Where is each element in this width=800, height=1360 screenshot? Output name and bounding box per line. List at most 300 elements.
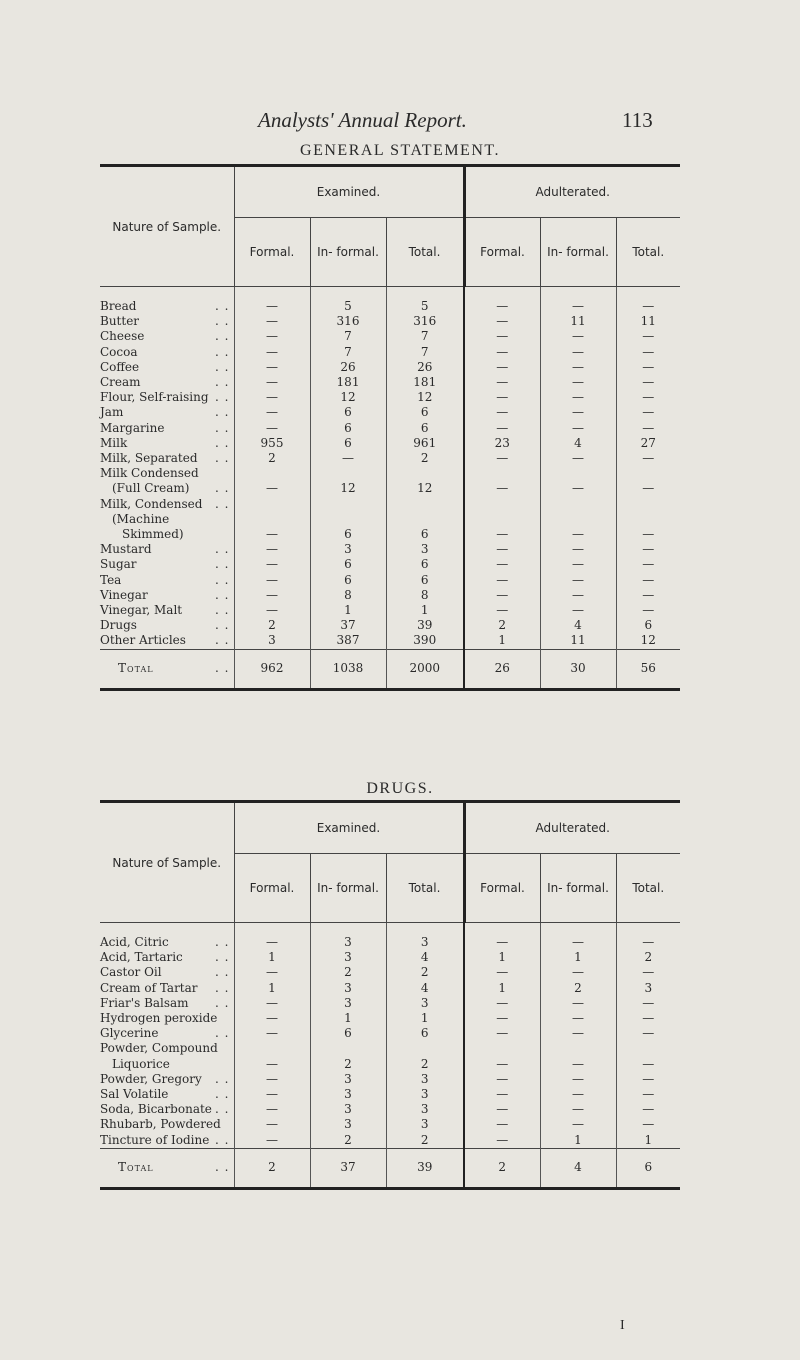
value-cell: — xyxy=(464,588,540,603)
value-cell: — xyxy=(464,603,540,618)
value-cell: 37 xyxy=(310,1148,386,1188)
value-cell: 1038 xyxy=(310,649,386,689)
value-cell: — xyxy=(540,1057,616,1072)
col-header-total: Total. xyxy=(386,218,464,287)
row-label-cell xyxy=(100,287,234,315)
dot-leader: . . xyxy=(215,359,230,374)
table-row xyxy=(100,588,680,603)
row-label-cell xyxy=(100,329,234,344)
value-cell: 6 xyxy=(386,573,464,588)
value-cell: — xyxy=(464,1011,540,1026)
total-row xyxy=(100,1148,680,1188)
table-row xyxy=(100,542,680,557)
general-statement-table xyxy=(100,164,680,691)
value-cell: — xyxy=(540,1011,616,1026)
table-row xyxy=(100,375,680,390)
row-label: Soda, Bicarbonate xyxy=(100,1102,212,1117)
table-row xyxy=(100,557,680,572)
value-cell: 39 xyxy=(386,1148,464,1188)
row-label-cell xyxy=(100,573,234,588)
row-label-cell xyxy=(100,1026,234,1041)
row-label-cell xyxy=(100,633,234,649)
value-cell: — xyxy=(464,1026,540,1041)
value-cell xyxy=(616,1041,680,1056)
running-title: Analysts' Annual Report. xyxy=(258,108,467,132)
row-label: Drugs xyxy=(100,618,137,633)
row-label: Milk, Separated xyxy=(100,451,198,466)
row-label-cell xyxy=(100,996,234,1011)
row-label-cell xyxy=(100,649,234,689)
value-cell: — xyxy=(616,1011,680,1026)
value-cell: — xyxy=(464,1072,540,1087)
table-row xyxy=(100,1102,680,1117)
table-row xyxy=(100,345,680,360)
value-cell: 2 xyxy=(234,451,310,466)
value-cell: 1 xyxy=(310,603,386,618)
value-cell: — xyxy=(234,557,310,572)
value-cell: — xyxy=(540,527,616,542)
row-label-cell xyxy=(100,1102,234,1117)
value-cell: 26 xyxy=(464,649,540,689)
value-cell: — xyxy=(540,329,616,344)
value-cell: 6 xyxy=(310,421,386,436)
table-row xyxy=(100,1133,680,1149)
value-cell: — xyxy=(234,996,310,1011)
value-cell: 6 xyxy=(386,1026,464,1041)
value-cell: 8 xyxy=(386,588,464,603)
row-label-cell xyxy=(100,497,234,512)
table-row xyxy=(100,603,680,618)
value-cell: — xyxy=(540,287,616,315)
value-cell: — xyxy=(616,329,680,344)
value-cell: 1 xyxy=(540,1133,616,1149)
value-cell: — xyxy=(464,345,540,360)
value-cell: 3 xyxy=(386,1117,464,1132)
value-cell: — xyxy=(464,360,540,375)
dot-leader: . . xyxy=(215,633,230,648)
value-cell xyxy=(310,497,386,512)
row-label-cell xyxy=(100,390,234,405)
value-cell: 6 xyxy=(310,573,386,588)
row-label-cell xyxy=(100,375,234,390)
row-label-cell xyxy=(100,1041,234,1056)
dot-leader: . . xyxy=(215,329,230,344)
dot-leader: . . xyxy=(215,314,230,329)
table-row xyxy=(100,451,680,466)
value-cell xyxy=(310,512,386,527)
value-cell: 181 xyxy=(310,375,386,390)
value-cell: 39 xyxy=(386,618,464,633)
value-cell: 3 xyxy=(310,1087,386,1102)
table-row xyxy=(100,1011,680,1026)
value-cell: — xyxy=(616,573,680,588)
value-cell: 6 xyxy=(310,1026,386,1041)
value-cell: — xyxy=(616,375,680,390)
row-label: Acid, Citric xyxy=(100,935,169,949)
value-cell xyxy=(234,466,310,481)
value-cell: — xyxy=(616,542,680,557)
table-row xyxy=(100,1041,680,1056)
value-cell xyxy=(464,1041,540,1056)
table-row xyxy=(100,497,680,512)
col-header-total: Total. xyxy=(616,218,680,287)
table-row xyxy=(100,633,680,649)
value-cell: — xyxy=(616,405,680,420)
value-cell xyxy=(386,1041,464,1056)
value-cell: 3 xyxy=(386,996,464,1011)
value-cell xyxy=(386,512,464,527)
value-cell: — xyxy=(616,588,680,603)
table-row xyxy=(100,512,680,527)
dot-leader: . . xyxy=(215,1160,230,1175)
row-label-cell xyxy=(100,1148,234,1188)
row-label-cell xyxy=(100,557,234,572)
row-label: Cream of Tartar xyxy=(100,980,198,995)
row-label: (Full Cream) xyxy=(112,481,190,496)
row-label: (Machine xyxy=(112,511,170,526)
row-label: Vinegar, Malt xyxy=(100,603,183,618)
row-label-cell xyxy=(100,542,234,557)
value-cell: — xyxy=(464,1087,540,1102)
col-header-formal: Formal. xyxy=(464,854,540,923)
row-label-cell xyxy=(100,588,234,603)
value-cell xyxy=(234,512,310,527)
value-cell: — xyxy=(234,1102,310,1117)
general-statement-body xyxy=(100,287,680,690)
row-label: Tincture of Iodine xyxy=(100,1132,210,1147)
col-header-formal: Formal. xyxy=(234,854,310,923)
dot-leader: . . xyxy=(215,572,230,587)
row-label: Cream xyxy=(100,375,141,390)
dot-leader: . . xyxy=(215,420,230,435)
row-label-cell xyxy=(100,481,234,496)
table-row xyxy=(100,481,680,496)
folio-mark: I xyxy=(620,1318,625,1333)
table-row xyxy=(100,981,680,996)
value-cell: 6 xyxy=(386,421,464,436)
value-cell: 6 xyxy=(310,436,386,451)
value-cell: — xyxy=(234,603,310,618)
row-label: Liquorice xyxy=(112,1056,170,1071)
value-cell: 4 xyxy=(386,950,464,965)
value-cell: 37 xyxy=(310,618,386,633)
value-cell: 11 xyxy=(540,633,616,649)
group-header-adulterated: Adulterated. xyxy=(464,166,680,218)
value-cell: — xyxy=(540,1102,616,1117)
value-cell: 3 xyxy=(386,1072,464,1087)
value-cell: — xyxy=(234,345,310,360)
row-label: Cocoa xyxy=(100,344,138,359)
dot-leader: . . xyxy=(215,618,230,633)
value-cell: — xyxy=(234,1026,310,1041)
value-cell: 2000 xyxy=(386,649,464,689)
col-header-informal: In- formal. xyxy=(310,218,386,287)
dot-leader: . . xyxy=(215,542,230,557)
col-header-informal: In- formal. xyxy=(540,218,616,287)
value-cell: — xyxy=(540,1026,616,1041)
value-cell xyxy=(234,1041,310,1056)
value-cell: — xyxy=(464,451,540,466)
value-cell: — xyxy=(464,573,540,588)
value-cell: 5 xyxy=(310,287,386,315)
value-cell: — xyxy=(234,360,310,375)
col-header-nature: Nature of Sample. xyxy=(100,802,234,923)
value-cell: 4 xyxy=(386,981,464,996)
value-cell: 1 xyxy=(310,1011,386,1026)
value-cell: — xyxy=(464,1133,540,1149)
value-cell: — xyxy=(234,314,310,329)
value-cell: — xyxy=(234,1011,310,1026)
value-cell: 3 xyxy=(616,981,680,996)
row-label-cell xyxy=(100,527,234,542)
value-cell: 26 xyxy=(310,360,386,375)
row-label: Powder, Compound xyxy=(100,1041,218,1056)
table-row xyxy=(100,436,680,451)
row-label: Milk Condensed xyxy=(100,466,199,481)
col-header-formal: Formal. xyxy=(234,218,310,287)
col-header-total: Total. xyxy=(616,854,680,923)
dot-leader: . . xyxy=(215,980,230,995)
value-cell: — xyxy=(234,923,310,951)
row-label: Tea xyxy=(100,572,122,587)
value-cell: 3 xyxy=(310,1072,386,1087)
row-label: Cheese xyxy=(100,329,145,344)
value-cell: 5 xyxy=(386,287,464,315)
general-statement-title: GENERAL STATEMENT. xyxy=(300,142,500,159)
value-cell: 12 xyxy=(310,390,386,405)
row-label: Flour, Self-raising xyxy=(100,390,209,405)
value-cell: — xyxy=(464,287,540,315)
value-cell: — xyxy=(464,923,540,951)
value-cell xyxy=(616,466,680,481)
value-cell: — xyxy=(234,329,310,344)
drugs-table xyxy=(100,800,680,1190)
value-cell: — xyxy=(616,1102,680,1117)
dot-leader: . . xyxy=(215,1071,230,1086)
value-cell: — xyxy=(616,527,680,542)
value-cell: — xyxy=(234,287,310,315)
value-cell: — xyxy=(616,923,680,951)
value-cell: — xyxy=(540,923,616,951)
value-cell xyxy=(234,497,310,512)
value-cell: 316 xyxy=(386,314,464,329)
value-cell: — xyxy=(540,375,616,390)
value-cell: — xyxy=(234,1057,310,1072)
group-header-examined: Examined. xyxy=(234,166,464,218)
value-cell: — xyxy=(540,345,616,360)
dot-leader: . . xyxy=(215,375,230,390)
value-cell: 2 xyxy=(464,618,540,633)
value-cell: 1 xyxy=(540,950,616,965)
table-row xyxy=(100,950,680,965)
value-cell: — xyxy=(464,481,540,496)
value-cell: 3 xyxy=(386,1102,464,1117)
value-cell: 387 xyxy=(310,633,386,649)
value-cell: 3 xyxy=(386,542,464,557)
value-cell: 3 xyxy=(310,1102,386,1117)
value-cell: — xyxy=(464,527,540,542)
value-cell: 7 xyxy=(310,329,386,344)
row-label: Bread xyxy=(100,299,137,313)
value-cell: — xyxy=(234,1072,310,1087)
value-cell: — xyxy=(464,329,540,344)
value-cell: — xyxy=(616,965,680,980)
value-cell: 27 xyxy=(616,436,680,451)
value-cell: 3 xyxy=(310,1117,386,1132)
group-header-adulterated: Adulterated. xyxy=(464,802,680,854)
row-label-cell xyxy=(100,421,234,436)
value-cell: 3 xyxy=(386,923,464,951)
row-label: Sugar xyxy=(100,557,137,572)
row-label-cell xyxy=(100,405,234,420)
table-row xyxy=(100,314,680,329)
dot-leader: . . xyxy=(215,935,230,949)
dot-leader: . . xyxy=(215,950,230,965)
dot-leader: . . xyxy=(215,587,230,602)
row-label-cell xyxy=(100,1011,234,1026)
value-cell: 6 xyxy=(310,557,386,572)
value-cell xyxy=(540,1041,616,1056)
value-cell: — xyxy=(540,1087,616,1102)
value-cell: — xyxy=(616,451,680,466)
row-label: Milk xyxy=(100,435,128,450)
value-cell: — xyxy=(464,405,540,420)
value-cell: — xyxy=(540,405,616,420)
table-row xyxy=(100,527,680,542)
value-cell: 1 xyxy=(386,1011,464,1026)
value-cell: 2 xyxy=(540,981,616,996)
value-cell: 23 xyxy=(464,436,540,451)
table-row xyxy=(100,421,680,436)
value-cell: — xyxy=(616,421,680,436)
col-header-nature: Nature of Sample. xyxy=(100,166,234,287)
value-cell xyxy=(310,466,386,481)
value-cell: 955 xyxy=(234,436,310,451)
row-label-cell xyxy=(100,451,234,466)
value-cell: — xyxy=(540,996,616,1011)
value-cell: 1 xyxy=(386,603,464,618)
value-cell: 1 xyxy=(234,950,310,965)
value-cell: — xyxy=(464,375,540,390)
dot-leader: . . xyxy=(215,1087,230,1102)
table-row xyxy=(100,466,680,481)
value-cell: — xyxy=(616,1117,680,1132)
value-cell: 11 xyxy=(540,314,616,329)
value-cell: 2 xyxy=(310,1057,386,1072)
dot-leader: . . xyxy=(215,496,230,511)
row-label: Vinegar xyxy=(100,587,148,602)
value-cell: — xyxy=(540,542,616,557)
row-label-cell xyxy=(100,950,234,965)
table-row xyxy=(100,287,680,315)
value-cell: — xyxy=(310,451,386,466)
page-number: 113 xyxy=(622,108,653,132)
value-cell: 7 xyxy=(386,345,464,360)
value-cell: — xyxy=(616,603,680,618)
row-label: Total xyxy=(118,1160,154,1175)
row-label: Friar's Balsam xyxy=(100,995,189,1010)
value-cell xyxy=(616,497,680,512)
value-cell: — xyxy=(540,557,616,572)
dot-leader: . . xyxy=(215,451,230,466)
value-cell xyxy=(386,497,464,512)
dot-leader: . . xyxy=(215,405,230,420)
row-label-cell xyxy=(100,1072,234,1087)
value-cell: — xyxy=(540,451,616,466)
value-cell: 4 xyxy=(540,1148,616,1188)
value-cell: — xyxy=(540,421,616,436)
value-cell: — xyxy=(464,542,540,557)
value-cell: 4 xyxy=(540,618,616,633)
value-cell: 3 xyxy=(310,996,386,1011)
value-cell: 2 xyxy=(310,1133,386,1149)
dot-leader: . . xyxy=(215,344,230,359)
row-label-cell xyxy=(100,360,234,375)
dot-leader: . . xyxy=(215,299,230,313)
value-cell: 2 xyxy=(386,1133,464,1149)
col-header-informal: In- formal. xyxy=(310,854,386,923)
value-cell: 26 xyxy=(386,360,464,375)
value-cell: — xyxy=(234,527,310,542)
value-cell: 3 xyxy=(310,542,386,557)
running-head xyxy=(0,108,800,138)
table-row xyxy=(100,573,680,588)
value-cell: — xyxy=(234,390,310,405)
value-cell: — xyxy=(234,1117,310,1132)
value-cell: — xyxy=(464,1102,540,1117)
value-cell: 11 xyxy=(616,314,680,329)
table-row xyxy=(100,360,680,375)
value-cell: 181 xyxy=(386,375,464,390)
value-cell: 316 xyxy=(310,314,386,329)
value-cell: — xyxy=(540,360,616,375)
value-cell: 3 xyxy=(310,950,386,965)
table-row xyxy=(100,1057,680,1072)
value-cell: — xyxy=(540,390,616,405)
value-cell: — xyxy=(616,1072,680,1087)
value-cell xyxy=(310,1041,386,1056)
dot-leader: . . xyxy=(215,995,230,1010)
row-label: Skimmed) xyxy=(122,527,184,542)
table-row xyxy=(100,923,680,951)
value-cell xyxy=(540,466,616,481)
value-cell: — xyxy=(234,1133,310,1149)
value-cell: 1 xyxy=(616,1133,680,1149)
value-cell: 2 xyxy=(386,1057,464,1072)
col-header-informal: In- formal. xyxy=(540,854,616,923)
value-cell: — xyxy=(616,481,680,496)
value-cell: — xyxy=(540,1072,616,1087)
value-cell: — xyxy=(540,573,616,588)
row-label-cell xyxy=(100,1057,234,1072)
value-cell: 1 xyxy=(464,981,540,996)
value-cell: 3 xyxy=(310,923,386,951)
value-cell: 12 xyxy=(386,481,464,496)
value-cell: 30 xyxy=(540,649,616,689)
col-header-total: Total. xyxy=(386,854,464,923)
value-cell: 3 xyxy=(310,981,386,996)
value-cell: 6 xyxy=(386,405,464,420)
value-cell: — xyxy=(616,557,680,572)
row-label-cell xyxy=(100,618,234,633)
value-cell: — xyxy=(540,603,616,618)
value-cell: — xyxy=(616,345,680,360)
value-cell: 6 xyxy=(310,527,386,542)
row-label-cell xyxy=(100,512,234,527)
value-cell: — xyxy=(616,390,680,405)
row-label-cell xyxy=(100,466,234,481)
value-cell: — xyxy=(464,421,540,436)
